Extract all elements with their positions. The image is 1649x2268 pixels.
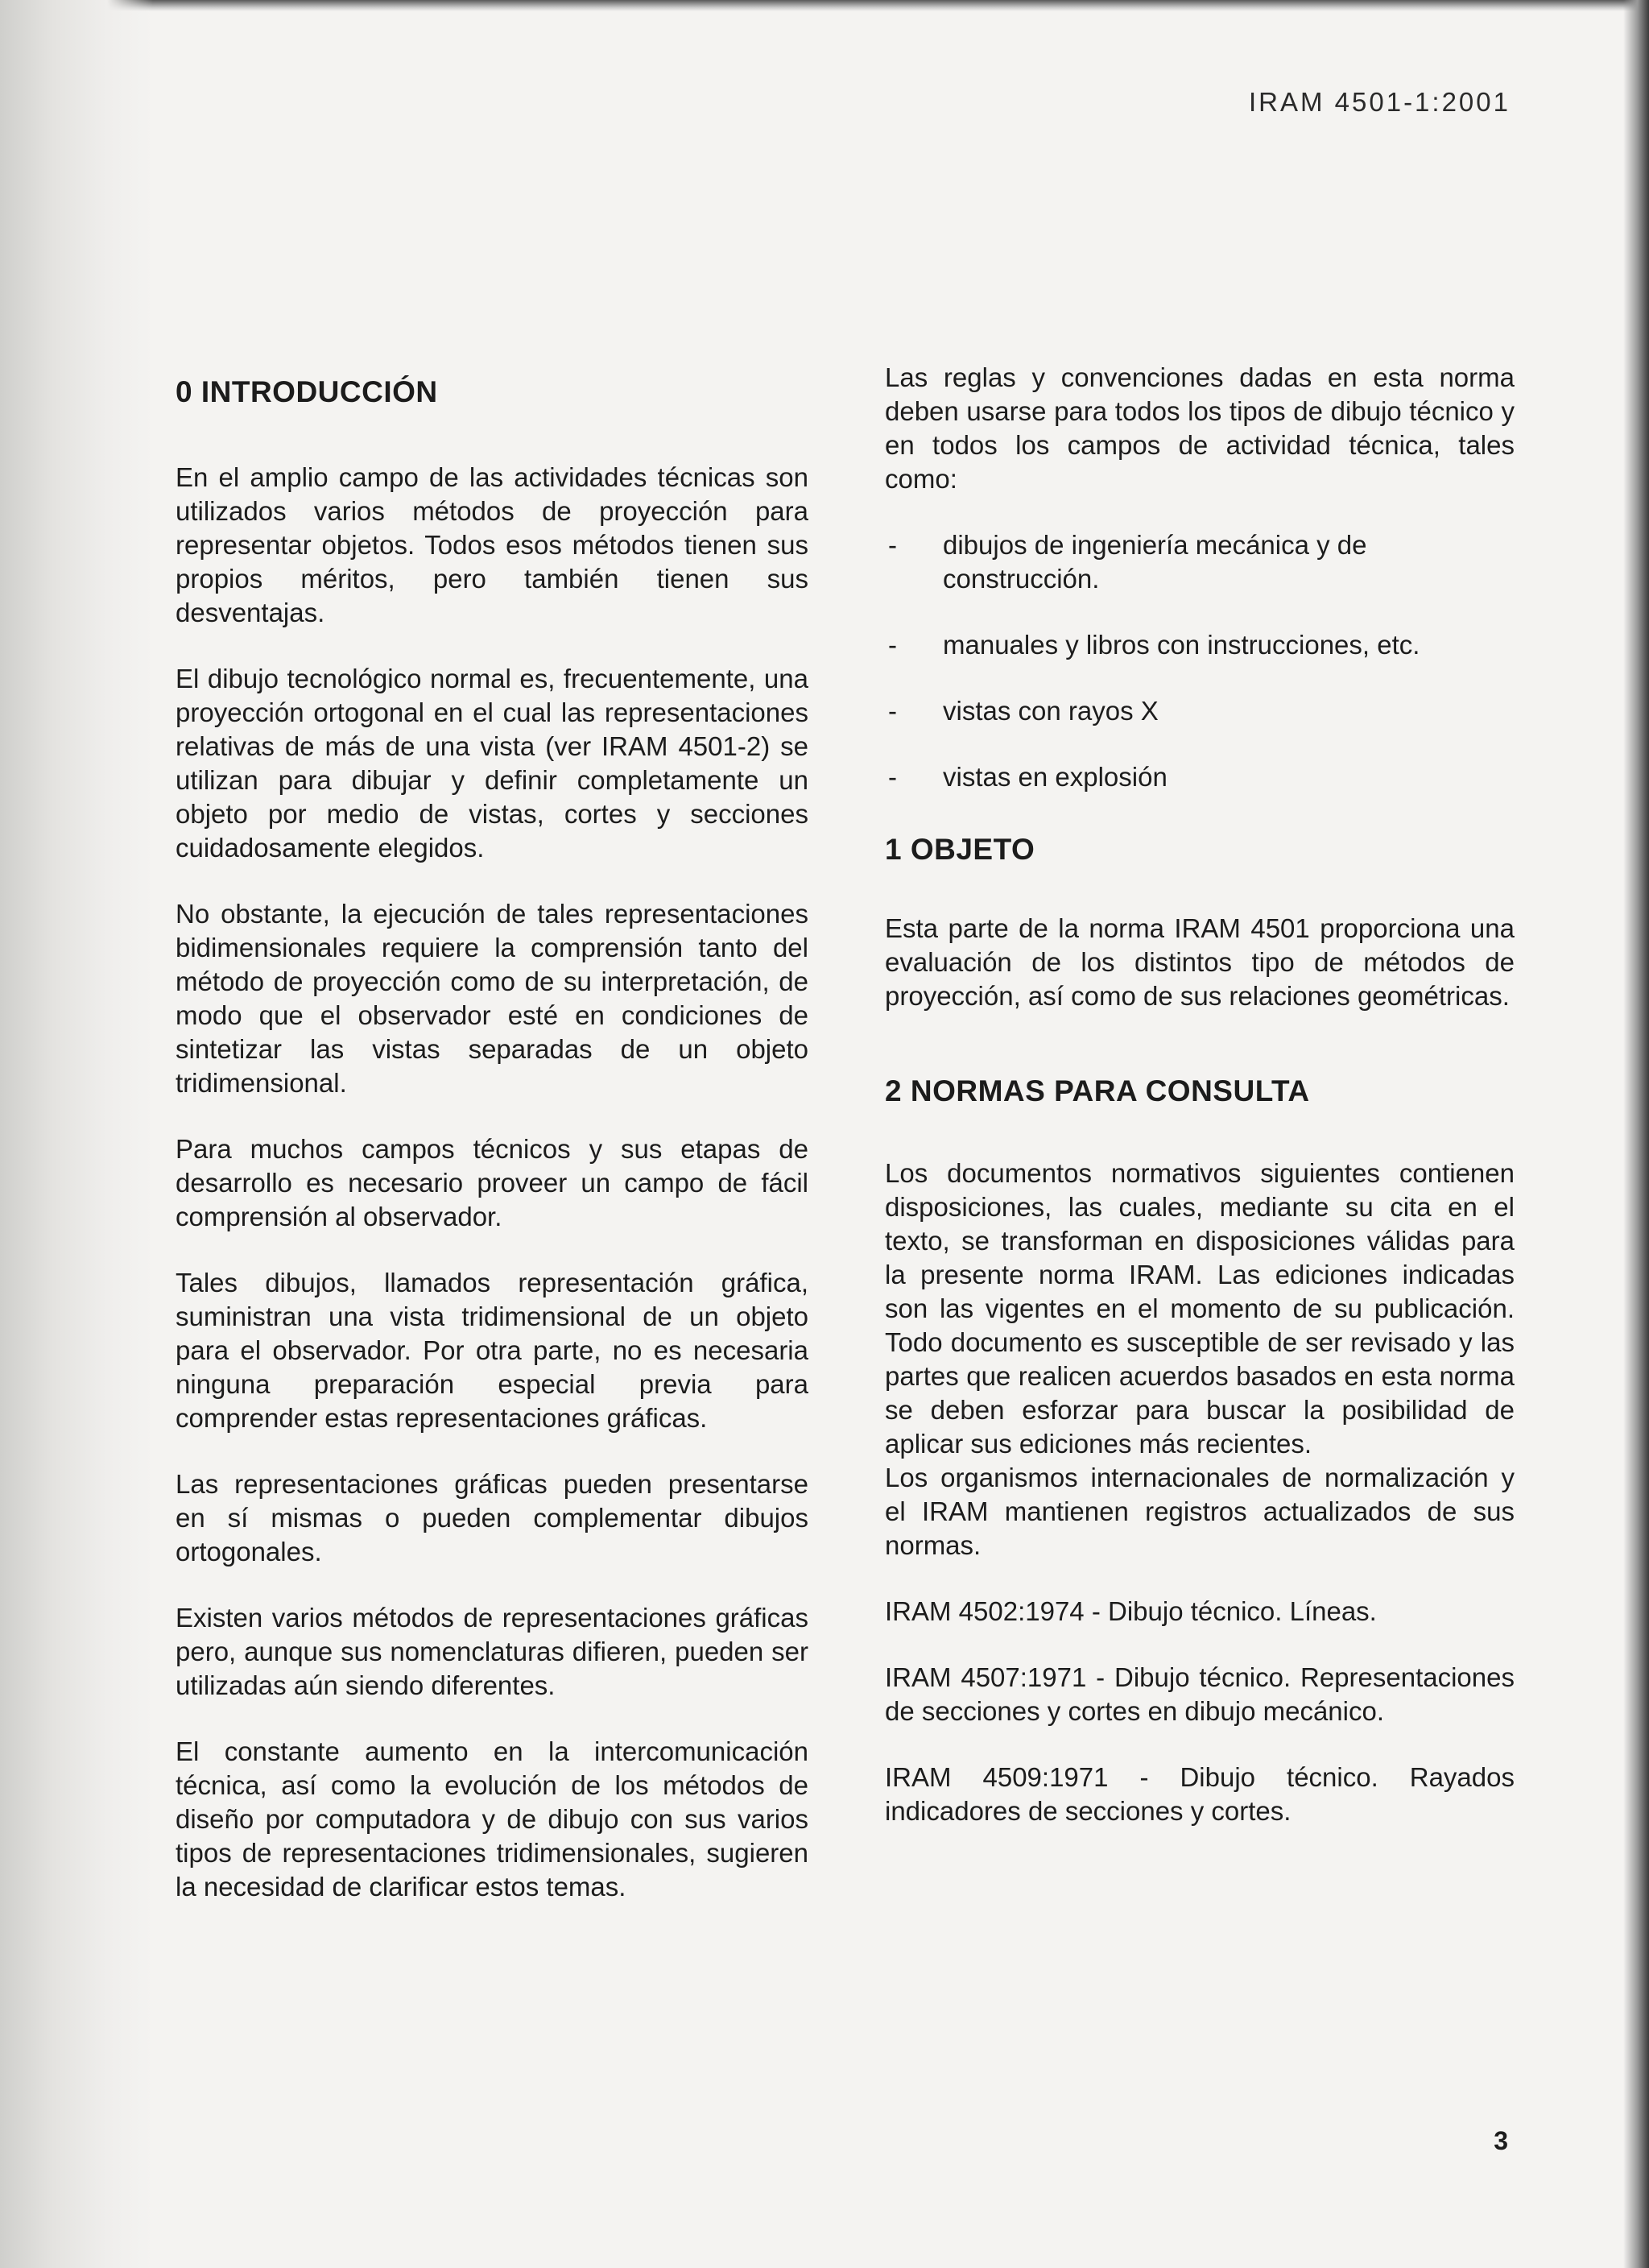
list-item: - vistas en explosión <box>885 760 1515 794</box>
list-dash: - <box>888 696 897 726</box>
paragraph: Los organismos internacionales de normalización y el IRAM mantienen registros actualizados de sus normas. <box>885 1463 1515 1560</box>
scan-left-shadow <box>0 0 153 2268</box>
scan-right-edge <box>1623 0 1649 2268</box>
paragraph: Esta parte de la norma IRAM 4501 proporciona una evaluación de los distintos tipo de métodos de proyección, así como de sus relaciones geométricas. <box>885 913 1515 1011</box>
paragraph: Los documentos normativos siguientes contienen disposiciones, las cuales, mediante su cita en el texto, se transforman en disposiciones válidas para la presente norma IRAM. Las ediciones indicadas son las vigentes en el momento de su publicación. Todo documento es susceptible de ser revisado y las partes que realicen acuerdos basados en esta norma se deben esforzar para buscar la posibilidad de aplicar sus ediciones más recientes. <box>885 1158 1515 1459</box>
paragraph: Para muchos campos técnicos y sus etapas de desarrollo es necesario proveer un campo de fácil comprensión al observador. <box>176 1134 808 1231</box>
paragraph: El constante aumento en la intercomunicación técnica, así como la evolución de los métodos de diseño por computadora y de dibujo con sus varios tipos de representaciones tridimensionales, sugieren la necesidad de clarificar estos temas. <box>176 1736 808 1902</box>
list-dash: - <box>888 630 897 660</box>
document-id-header: IRAM 4501-1:2001 <box>1248 87 1511 117</box>
scan-top-edge <box>0 0 1649 11</box>
page-number: 3 <box>1494 2126 1508 2155</box>
section-heading-objeto: 1 OBJETO <box>885 833 1035 866</box>
paragraph: Las reglas y convenciones dadas en esta norma deben usarse para todos los tipos de dibujo técnico y en todos los campos de actividad técnica, tales como: <box>885 362 1515 494</box>
list-dash: - <box>888 530 897 560</box>
paragraph: Existen varios métodos de representaciones gráficas pero, aunque sus nomenclaturas difieren, pueden ser utilizadas aún siendo diferentes. <box>176 1603 808 1700</box>
paragraph: No obstante, la ejecución de tales representaciones bidimensionales requiere la comprensión tanto del método de proyección como de su interpretación, de modo que el observador esté en condiciones de sintetizar las vistas separadas de un objeto tridimensional. <box>176 899 808 1098</box>
list-item: - vistas con rayos X <box>885 694 1515 728</box>
paragraph: En el amplio campo de las actividades técnicas son utilizados varios métodos de proyección para representar objetos. Todos esos métodos tienen sus propios méritos, pero también tienen sus desventajas. <box>176 462 808 627</box>
paragraph: Las representaciones gráficas pueden presentarse en sí mismas o pueden complementar dibujos ortogonales. <box>176 1469 808 1566</box>
paragraph: El dibujo tecnológico normal es, frecuentemente, una proyección ortogonal en el cual las representaciones relativas de más de una vista (ver IRAM 4501-2) se utilizan para dibujar y definir completamente un objeto por medio de vistas, cortes y secciones cuidadosamente elegidos. <box>176 664 808 863</box>
section-heading-introduccion: 0 INTRODUCCIÓN <box>176 375 438 408</box>
reference-item: IRAM 4509:1971 - Dibujo técnico. Rayados indicadores de secciones y cortes. <box>885 1762 1515 1826</box>
list-item: - dibujos de ingeniería mecánica y de construcción. <box>888 530 1367 594</box>
right-column <box>885 361 1515 1860</box>
reference-item: IRAM 4502:1974 - Dibujo técnico. Líneas. <box>885 1596 1377 1626</box>
section-heading-normas-para-consulta: 2 NORMAS PARA CONSULTA <box>885 1074 1310 1107</box>
list-dash: - <box>888 762 897 792</box>
left-column <box>176 361 808 1936</box>
list-item: - manuales y libros con instrucciones, etc. <box>885 628 1515 662</box>
application-fields-list <box>885 528 1515 794</box>
paragraph: Tales dibujos, llamados representación gráfica, suministran una vista tridimensional de un objeto para el observador. Por otra parte, no es necesaria ninguna preparación especial previa para comprender estas representaciones gráficas. <box>176 1268 808 1433</box>
reference-item: IRAM 4507:1971 - Dibujo técnico. Representaciones de secciones y cortes en dibujo mecánico. <box>885 1662 1515 1726</box>
